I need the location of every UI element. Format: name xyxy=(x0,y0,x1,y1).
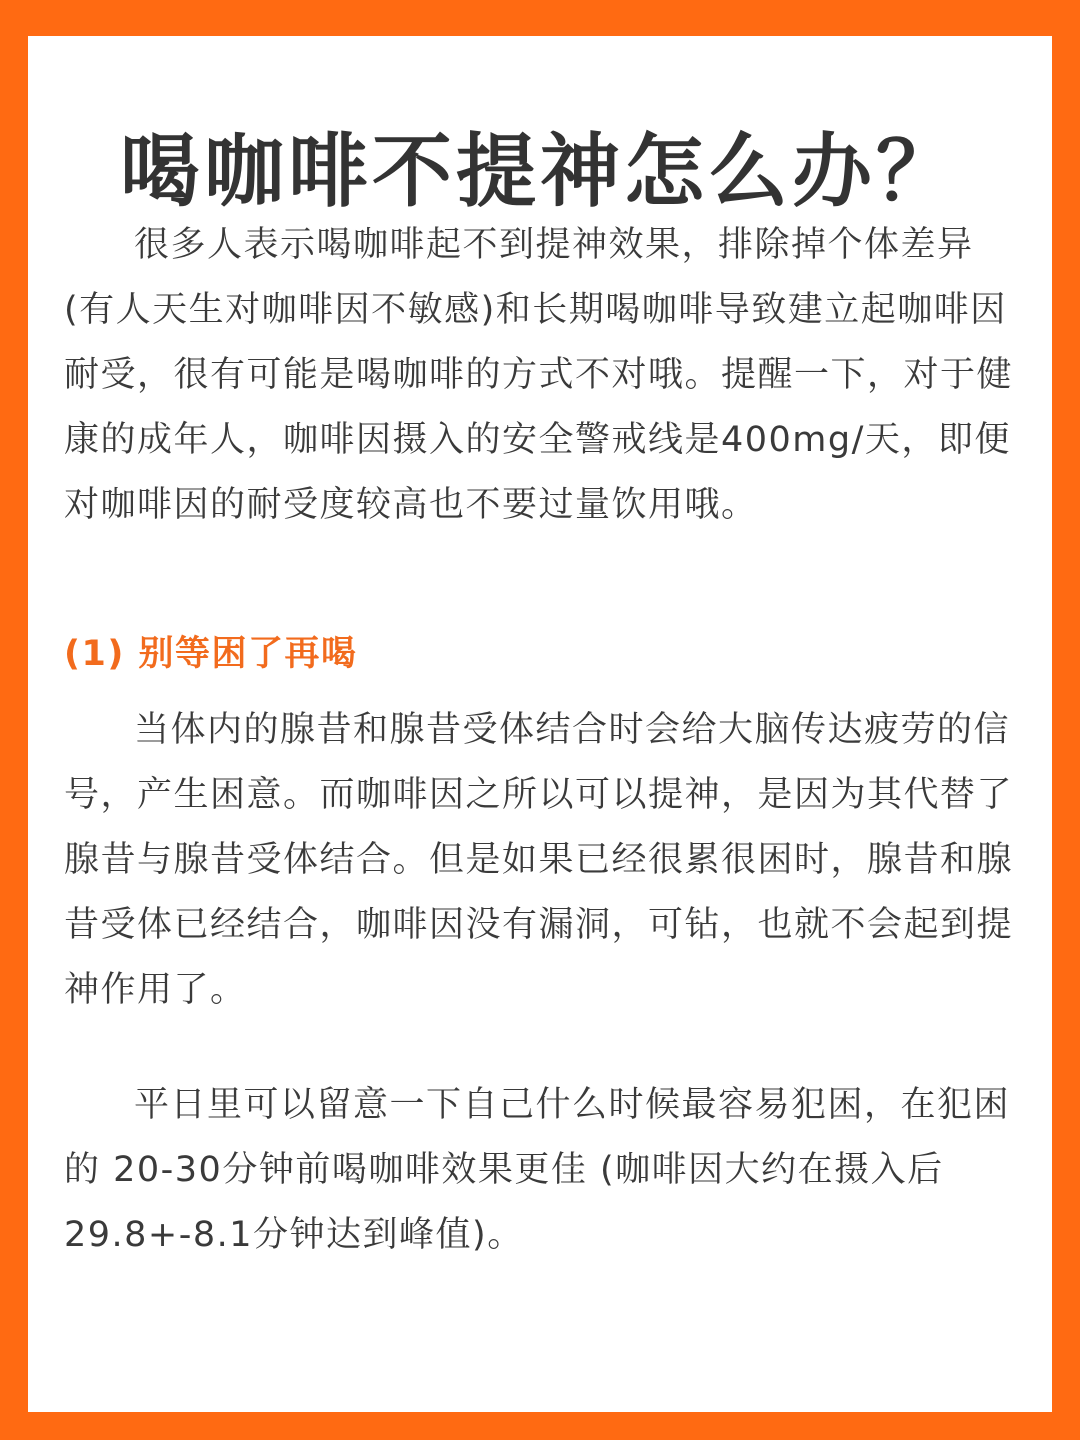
section-paragraph-2: 平日里可以留意一下自己什么时候最容易犯困，在犯困的 20-30分钟前喝咖啡效果更佳 (咖啡因大约在摄入后 29.8+-8.1分钟达到峰值)。 xyxy=(64,1085,1011,1255)
section-heading: (1) 别等困了再喝 xyxy=(64,634,358,674)
article-card xyxy=(28,36,1052,1412)
page-title: 喝咖啡不提神怎么办？ xyxy=(120,125,960,218)
intro-paragraph: 很多人表示喝咖啡起不到提神效果，排除掉个体差异(有人天生对咖啡因不敏感)和长期喝咖啡导致建立起咖啡因耐受，很有可能是喝咖啡的方式不对哦。提醒一下，对于健康的成年人，咖啡因摄入的安全警戒线是400mg/天，即便对咖啡因的耐受度较高也不要过量饮用哦。 xyxy=(64,225,1014,525)
section-paragraph-1: 当体内的腺昔和腺昔受体结合时会给大脑传达疲劳的信号，产生困意。而咖啡因之所以可以提神，是因为其代替了腺昔与腺昔受体结合。但是如果已经很累很困时，腺昔和腺昔受体已经结合，咖啡因没有漏洞，可钻，也就不会起到提神作用了。 xyxy=(64,710,1014,1010)
